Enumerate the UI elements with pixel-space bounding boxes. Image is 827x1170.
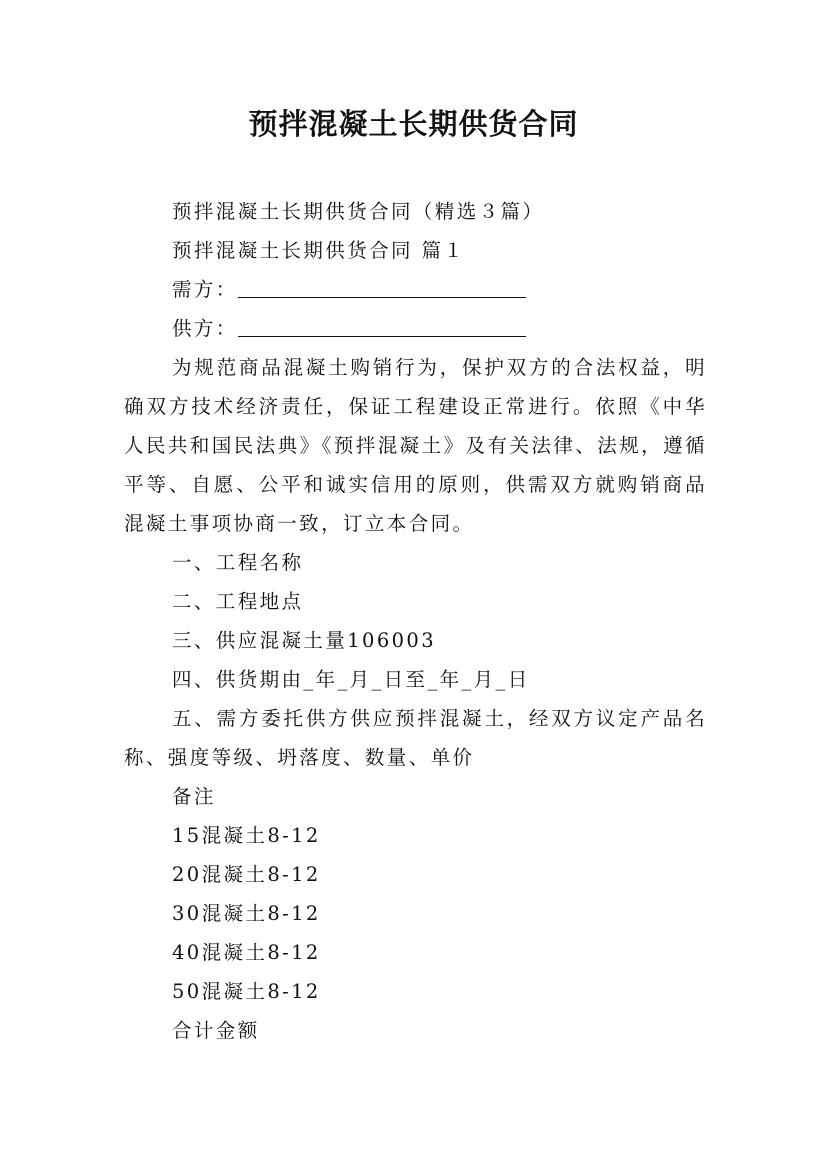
- grade-line: 40混凝土8-12: [172, 941, 321, 964]
- buyer-line: [124, 270, 707, 309]
- clause-supply-period: 四、供货期由_年_月_日至_年_月_日: [172, 668, 530, 691]
- part-heading: 预拌混凝土长期供货合同 篇１: [172, 239, 466, 262]
- total-label: 合计金额: [172, 1019, 260, 1042]
- subtitle-line: 预拌混凝土长期供货合同（精选３篇）: [172, 200, 545, 223]
- buyer-label: 需方：: [172, 278, 238, 301]
- grade-line: 50混凝土8-12: [172, 980, 321, 1003]
- clause-project-location: 二、工程地点: [172, 590, 304, 613]
- grade-line: 30混凝土8-12: [172, 902, 321, 925]
- document-body: [124, 192, 707, 1050]
- clause-supply-quantity: 三、供应混凝土量106003: [172, 629, 437, 652]
- buyer-blank: [238, 277, 526, 298]
- grade-line: 15混凝土8-12: [172, 824, 321, 847]
- intro-paragraph: 为规范商品混凝土购销行为，保护双方的合法权益，明确双方技术经济责任，保证工程建设正常进行。依照《中华人民共和国民法典》《预拌混凝土》及有关法律、法规，遵循平等、自愿、公平和诚实信用的原则，供需双方就购销商品混凝土事项协商一致，订立本合同。: [124, 356, 707, 535]
- document-title: 预拌混凝土长期供货合同: [248, 107, 579, 141]
- supplier-blank: [238, 316, 526, 337]
- grade-line: 20混凝土8-12: [172, 863, 321, 886]
- supplier-label: 供方：: [172, 317, 238, 340]
- clause-project-name: 一、工程名称: [172, 551, 304, 574]
- supplier-line: [124, 309, 707, 348]
- clause-product-spec: 五、需方委托供方供应预拌混凝土，经双方议定产品名称、强度等级、坍落度、数量、单价: [124, 707, 707, 769]
- remark-label: 备注: [172, 785, 216, 808]
